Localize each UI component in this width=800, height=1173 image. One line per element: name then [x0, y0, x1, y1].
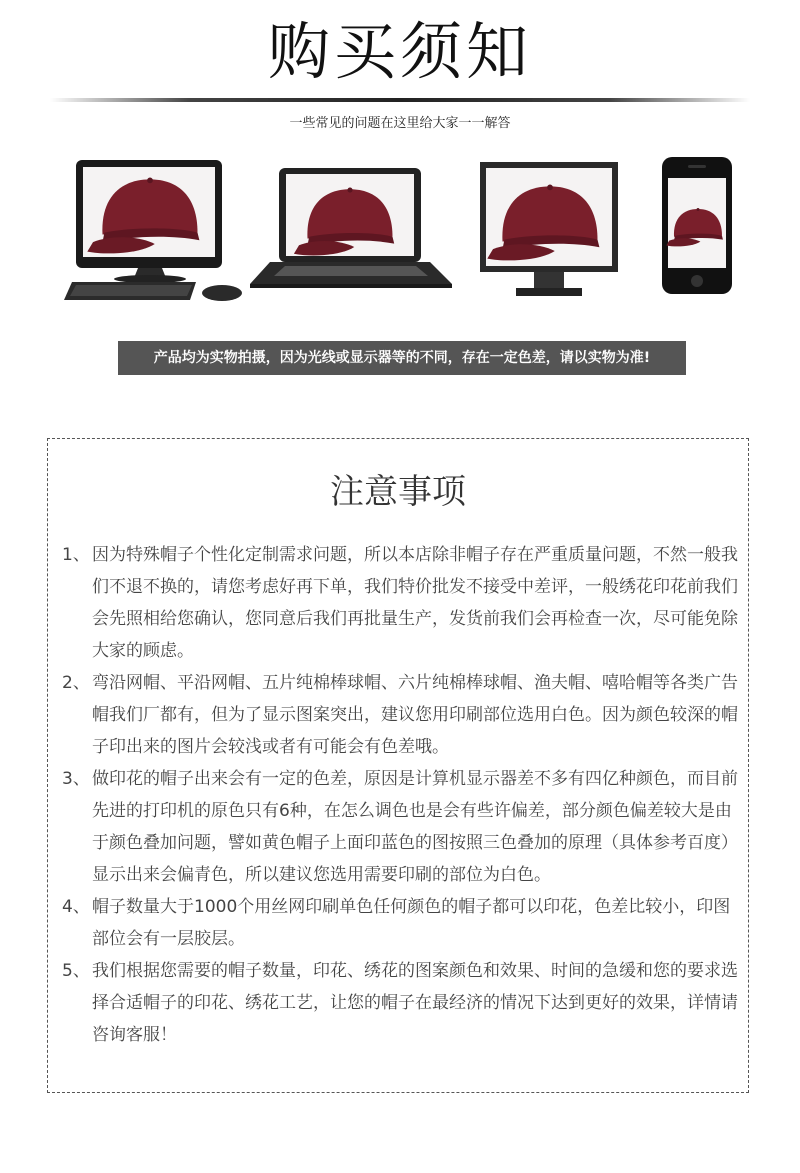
title-divider: [50, 98, 750, 102]
note-number: 4、: [62, 897, 90, 917]
note-text: 弯沿网帽、平沿网帽、五片纯棉棒球帽、六片纯棉棒球帽、渔夫帽、嘻哈帽等各类广告帽我们厂都有，但为了显示图案突出，建议您用印刷部位选用白色。因为颜色较深的帽子印出来的图片会较浅或者有可能会有色差哦。: [92, 673, 738, 757]
note-number: 2、: [62, 673, 90, 693]
laptop-icon: [250, 168, 452, 288]
note-text: 我们根据您需要的帽子数量，印花、绣花的图案颜色和效果、时间的急缓和您的要求选择合适帽子的印花、绣花工艺，让您的帽子在最经济的情况下达到更好的效果，详情请咨询客服！: [92, 961, 738, 1045]
notes-title: 注意事项: [330, 472, 466, 512]
note-item: [62, 891, 747, 955]
notes-section: [47, 438, 749, 1093]
note-text: 因为特殊帽子个性化定制需求问题，所以本店除非帽子存在严重质量问题，不然一般我们不退不换的，请您考虑好再下单，我们特价批发不接受中差评，一般绣花印花前我们会先照相给您确认，您同意后我们再批量生产，发货前我们会再检查一次，尽可能免除大家的顾虑。: [92, 545, 738, 661]
device-illustration: [0, 150, 800, 320]
note-item: [62, 539, 747, 667]
note-text: 帽子数量大于1000个用丝网印刷单色任何颜色的帽子都可以印花，色差比较小，印图部位会有一层胶层。: [92, 897, 731, 949]
color-difference-notice: 产品均为实物拍摄，因为光线或显示器等的不同，存在一定色差，请以实物为准!: [118, 341, 686, 375]
flat-monitor-icon: [480, 162, 618, 296]
note-text: 做印花的帽子出来会有一定的色差，原因是计算机显示器差不多有四亿种颜色，而目前先进的打印机的原色只有6种，在怎么调色也是会有些许偏差，部分颜色偏差较大是由于颜色叠加问题，譬如黄色帽子上面印蓝色的图按照三色叠加的原理（具体参考百度）显示出来会偏青色，所以建议您选用需要印刷的部位为白色。: [92, 769, 738, 885]
smartphone-icon: [662, 157, 732, 294]
desktop-monitor-icon: [64, 160, 242, 301]
notes-list: [62, 539, 747, 1051]
note-item: [62, 955, 747, 1051]
note-item: [62, 667, 747, 763]
page-subtitle: 一些常见的问题在这里给大家一一解答: [289, 116, 511, 131]
note-number: 5、: [62, 961, 90, 981]
note-number: 3、: [62, 769, 90, 789]
note-item: [62, 763, 747, 891]
note-number: 1、: [62, 545, 90, 565]
page-title: 购买须知: [267, 15, 532, 88]
